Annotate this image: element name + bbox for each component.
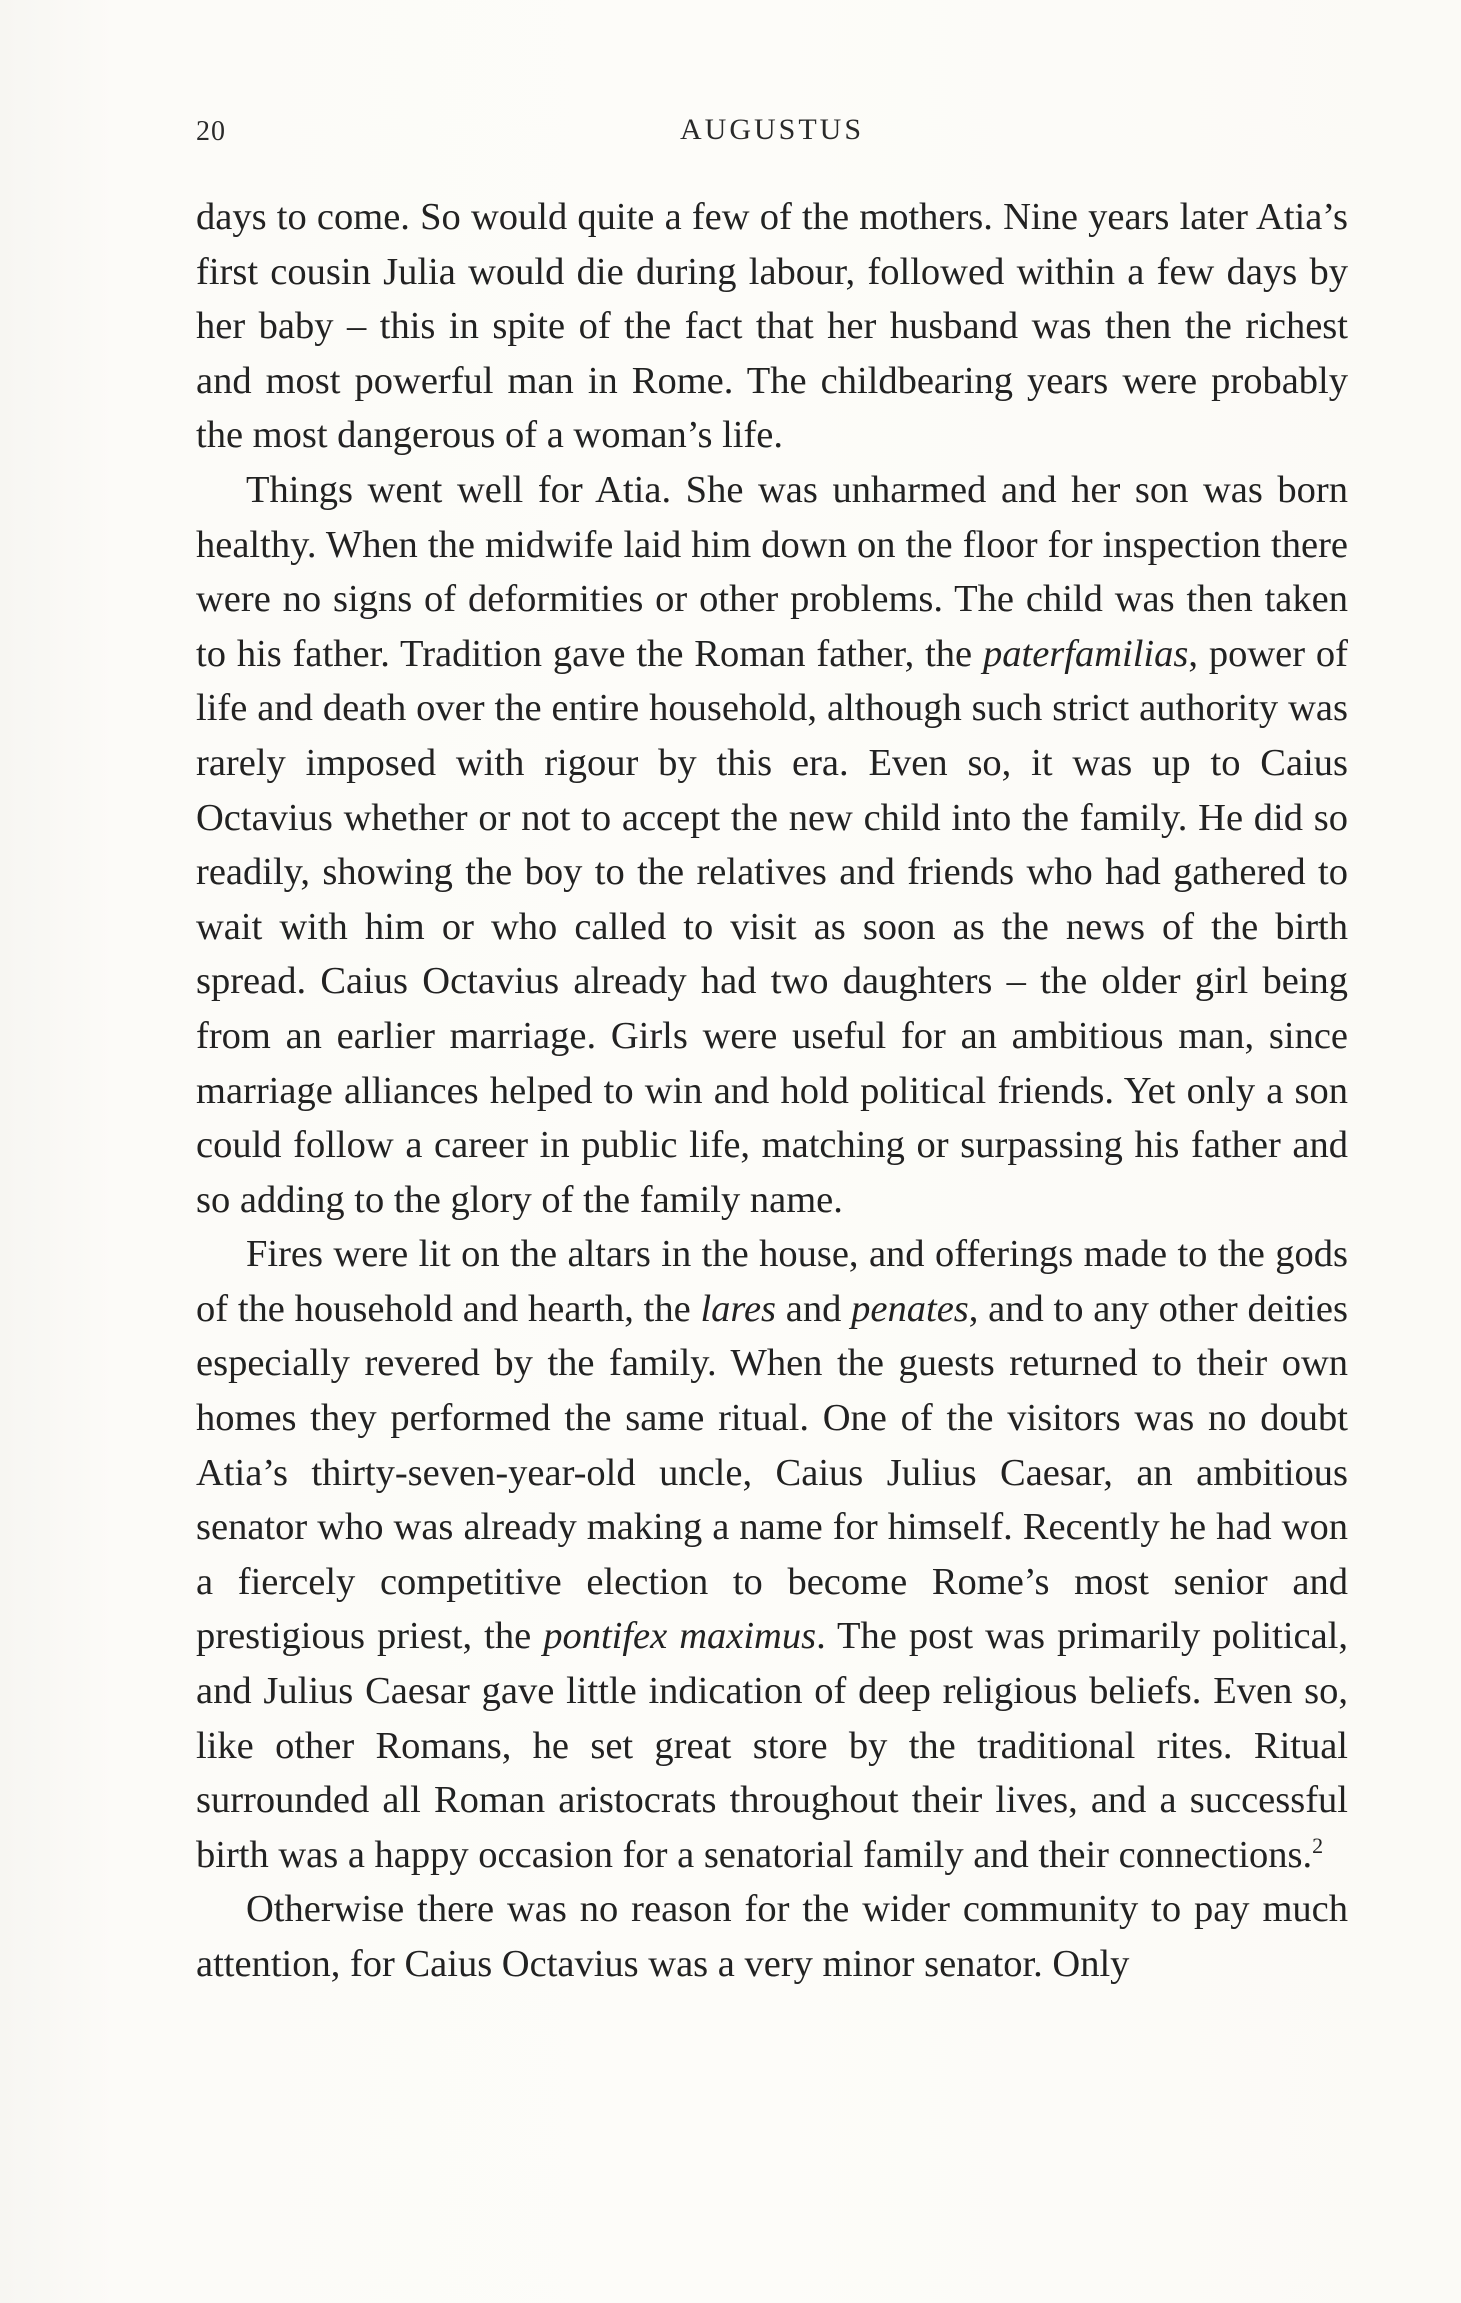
paragraph-3-text-c: , and to any other deities especially revered by the family. When the guests returned to their own homes they performed the same ritual. One of the visitors was no doubt Atia’s thirty-seven-year-old uncle, Caius Julius Caesar, an ambitious senator who was already making a name for himself. Recently he had won a fiercely competitive election to become Rome’s most senior and prestigious priest, the [196, 1287, 1348, 1658]
paragraph-3-text-b: and [776, 1287, 852, 1330]
paragraph-1 [196, 190, 1348, 463]
page-number: 20 [196, 116, 226, 147]
term-penates: penates [851, 1287, 969, 1330]
footnote-reference[interactable]: 2 [1312, 1832, 1324, 1858]
paragraph-3 [196, 1227, 1348, 1882]
paragraph-4 [196, 1882, 1348, 1991]
term-pontifex-maximus: pontifex maximus [543, 1615, 817, 1658]
paragraph-4-text: Otherwise there was no reason for the wider community to pay much attention, for Caius Octavius was a very minor senator. Only [196, 1888, 1348, 1985]
body-text [196, 190, 1348, 1992]
term-lares: lares [700, 1287, 777, 1330]
paragraph-3-text-a: Fires were lit on the altars in the house, and offerings made to the gods of the household and hearth, the [196, 1233, 1348, 1330]
paragraph-2-text-a: Things went well for Atia. She was unharmed and her son was born healthy. When the midwife laid him down on the floor for inspection there were no signs of deformities or other problems. The child was then taken to his father. Tradition gave the Roman father, the [196, 468, 1348, 675]
paragraph-3-text-d: . The post was primarily political, and Julius Caesar gave little indication of deep religious beliefs. Even so, like other Romans, he set great store by the traditional rites. Ritual surrounded all Roman aristocrats throughout their lives, and a successful birth was a happy occasion for a senatorial family and their connections. [196, 1615, 1349, 1876]
running-head: AUGUSTUS [679, 113, 865, 146]
paragraph-2-text-b: , power of life and death over the entire household, although such strict authority was rarely imposed with rigour by this era. Even so, it was up to Caius Octavius whether or not to accept the new child into the family. He did so readily, showing the boy to the relatives and friends who had gathered to wait with him or who called to visit as soon as the news of the birth spread. Caius Octavius already had two daughters – the older girl being from an earlier marriage. Girls were useful for an ambitious man, since marriage alliances helped to win and hold political friends. Yet only a son could follow a career in public life, matching or surpassing his father and so adding to the glory of the family name. [196, 632, 1348, 1221]
paragraph-1-text: days to come. So would quite a few of the mothers. Nine years later Atia’s first cousin Julia would die during labour, followed within a few days by her baby – this in spite of the fact that her husband was then the richest and most powerful man in Rome. The childbearing years were probably the most dangerous of a woman’s life. [196, 196, 1348, 457]
term-paterfamilias: paterfamilias [983, 632, 1189, 675]
page-header [196, 108, 1348, 158]
paragraph-2 [196, 463, 1348, 1227]
